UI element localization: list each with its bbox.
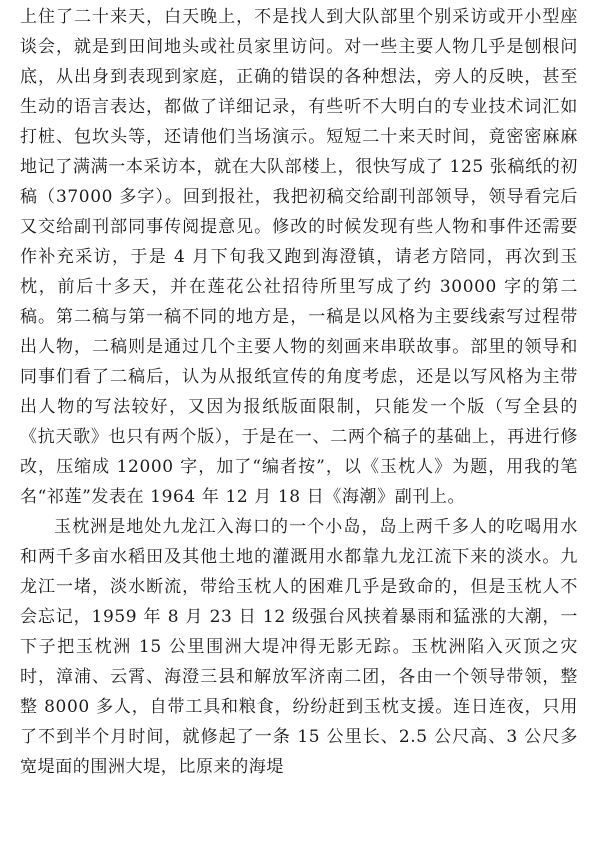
paragraph-continued: 上住了二十来天，白天晚上，不是找人到大队部里个别采访或开小型座谈会，就是到田间地头或社员家里访问。对一些主要人物几乎是刨根问底，从出身到表现到家庭，正确的错误的各种想法，旁人的反映，甚至生动的语言表达，都做了详细记录，有些听不大明白的专业技术词汇如打桩、包坎头等，还请他们当场演示。短短二十来天时间，竟密密麻麻地记了满满一本采访本，就在大队部楼上，很快写成了 125 张稿纸的初稿（37000 多字）。回到报社，我把初稿交给副刊部领导，领导看完后又交给副刊部同事传阅提意见。修改的时候发现有些人物和事件还需要作补充采访，于是 4 月下旬我又跑到海澄镇，请老方陪同，再次到玉枕，前后十多天，并在莲花公社招待所里写成了约 30000 字的第二稿。第二稿与第一稿不同的地方是，一稿是以风格为主要线索写过程带出人物，二稿则是通过几个主要人物的刻画来串联故事。部里的领导和同事们看了二稿后，认为从报纸宣传的角度考虑，还是以写风格为主带出人物的写法较好，又因为报纸版面限制，只能发一个版（写全县的《抗天歌》也只有两个版），于是在一、二两个稿子的基础上，再进行修改，压缩成 12000 字，加了“编者按”，以《玉枕人》为题，用我的笔名“祁莲”发表在 1964 年 12 月 18 日《海潮》副刊上。	[20, 7, 578, 507]
paragraph-yuzhen-island: 玉枕洲是地处九龙江入海口的一个小岛，岛上两千多人的吃喝用水和两千多亩水稻田及其他土地的灌溉用水都靠九龙江流下来的淡水。九龙江一堵，淡水断流，带给玉枕人的困难几乎是致命的，但是玉枕人不会忘记，1959 年 8 月 23 日 12 级强台风挟着暴雨和猛涨的大潮，一下子把玉枕洲 15 公里围洲大堤冲得无影无踪。玉枕洲陷入灭顶之灾时，漳浦、云霄、海澄三县和解放军济南二团，各由一个领导带领，整整 8000 多人，自带工具和粮食，纷纷赶到玉枕支援。连日连夜，只用了不到半个月时间，就修起了一条 15 公里长、2.5 公尺高、3 公尺多宽堤面的围洲大堤，比原来的海堤	[20, 517, 578, 777]
